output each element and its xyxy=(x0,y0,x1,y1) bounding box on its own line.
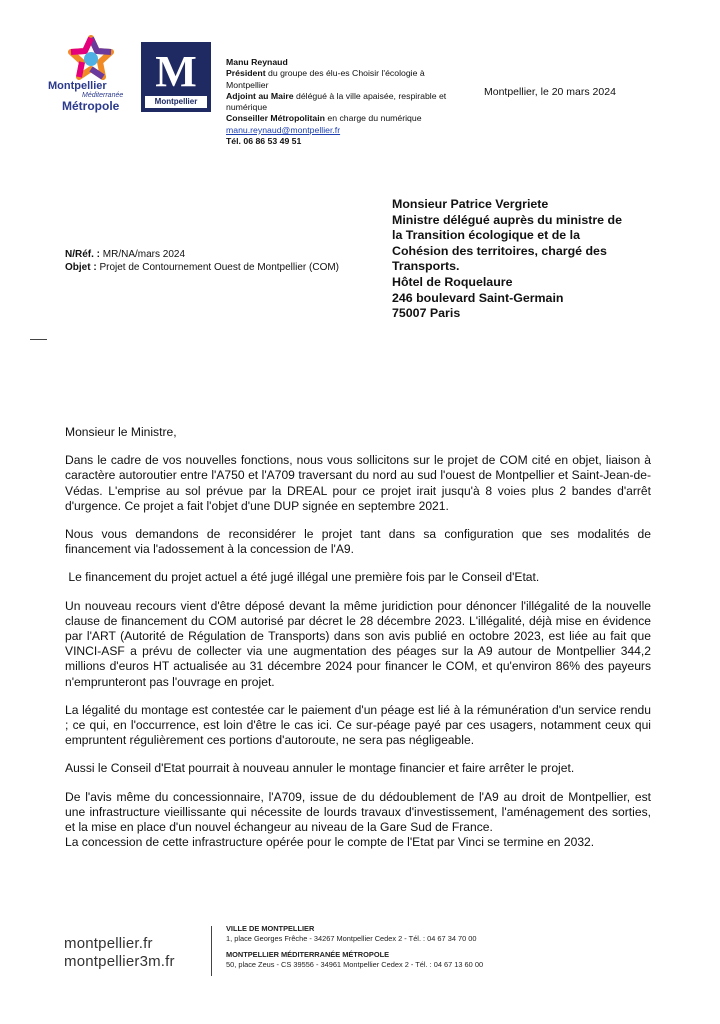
author-role2-desc: délégué à la ville apaisée, respirable et numérique xyxy=(226,90,447,113)
paragraph: La légalité du montage est contestée car le paiement d'un péage est lié à la rémunération d'un service rendu ; ce qui, en l'occurrence, est loin d'être le cas ici. Ce sur-péage payé par ces usagers, notamment ceux qui empruntent régulièrement ces portions d'autoroute, ne sera pas négligeable. xyxy=(65,702,651,748)
footer-site-link[interactable]: montpellier.fr xyxy=(64,935,153,952)
author-role3-desc: en charge du numérique xyxy=(324,113,422,124)
city-logo xyxy=(141,42,211,112)
paragraph: Un nouveau recours vient d'être déposé devant la même juridiction pour dénoncer l'illégalité de la nouvelle clause de financement du COM autorisé par décret le 28 décembre 2023. L'illégalité, déjà mise en évidence par l'ART (Autorité de Régulation de Transports) dans son avis publié en octobre 2023, est liée au fait que VINCI-ASF a prévu de collecter via une augmentation des péages sur la A9 autour de Montpellier 344,2 millions d'euros HT actualisée au 31 décembre 2024 pour financer le COM, et qu'environ 86% des payeurs n'emprunteront pas l'ouvrage en projet. xyxy=(65,598,651,689)
paragraph: Le financement du projet actuel a été jugé illégal une première fois par le Conseil d'Etat. xyxy=(65,570,540,585)
author-role1-desc: du groupe des élu-es Choisir l'écologie à Montpellier xyxy=(226,68,425,90)
metro-logo-line2: Méditerranée xyxy=(82,92,124,99)
recipient-block xyxy=(392,197,692,322)
recipient-line: Transports. xyxy=(392,259,460,274)
author-role1-title: Président xyxy=(226,68,266,79)
author-role2-title: Adjoint au Maire xyxy=(226,90,294,101)
reference-block xyxy=(65,249,365,274)
footer-divider xyxy=(211,926,212,976)
author-name: Manu Reynaud xyxy=(226,57,288,67)
metro-logo-line3: Métropole xyxy=(62,99,120,113)
recipient-line: Cohésion des territoires, chargé des xyxy=(392,243,607,258)
author-role3-title: Conseiller Métropolitain xyxy=(226,113,325,124)
paragraph: De l'avis même du concessionnaire, l'A709, issue de du dédoublement de l'A9 au droit de Montpellier, est une infrastructure vieillissante qui nécessite de lourds travaux d'investissement, l'aménagement des sorties, et la mise en place d'un nouvel échangeur au niveau de la Gare Sud de France. xyxy=(65,789,651,835)
paragraph: Aussi le Conseil d'Etat pourrait à nouveau annuler le montage financier et faire arrêter le projet. xyxy=(65,761,575,776)
recipient-line: Monsieur Patrice Vergriete xyxy=(392,197,549,211)
author-phone: Tél. 06 86 53 49 51 xyxy=(226,136,302,147)
city-logo-letter: M xyxy=(155,47,197,96)
footer-ville-address: 1, place Georges Frêche - 34267 Montpellier Cedex 2 - Tél. : 04 67 34 70 00 xyxy=(226,934,477,944)
paragraph: Nous vous demandons de reconsidérer le projet tant dans sa configuration que ses modalités de financement via l'adossement à la concession de l'A9. xyxy=(65,527,651,557)
footer-addresses xyxy=(226,924,666,970)
object-label: Objet : xyxy=(65,261,97,273)
paragraph: La concession de cette infrastructure opérée pour le compte de l'Etat par Vinci se termine en 2032. xyxy=(65,835,595,850)
recipient-line: Hôtel de Roquelaure xyxy=(392,274,513,289)
recipient-line: Ministre délégué auprès du ministre de xyxy=(392,212,622,227)
letter-body xyxy=(65,425,651,863)
footer-site-link[interactable]: montpellier3m.fr xyxy=(64,953,175,970)
author-block xyxy=(226,57,466,147)
letter-date: Montpellier, le 20 mars 2024 xyxy=(484,86,616,98)
footer-metro-address: 50, place Zeus - CS 39556 - 34961 Montpellier Cedex 2 - Tél. : 04 67 13 60 00 xyxy=(226,959,484,969)
ref-label: N/Réf. : xyxy=(65,249,100,260)
recipient-line: 75007 Paris xyxy=(392,306,461,321)
fold-mark xyxy=(30,339,47,340)
star-logo-icon xyxy=(68,35,114,81)
salutation: Monsieur le Ministre, xyxy=(65,425,177,439)
footer-ville-title: VILLE DE MONTPELLIER xyxy=(226,924,315,933)
ref-value: MR/NA/mars 2024 xyxy=(100,249,186,260)
footer-websites xyxy=(64,935,175,971)
paragraph: Dans le cadre de vos nouvelles fonctions, nous vous sollicitons sur le projet de COM cité en objet, liaison à caractère autoroutier entre l'A750 et l'A709 traversant du nord au sud l'ouest de Montpellier et Saint-Jean-de-Védas. L'emprise au sol prévue par la DREAL pour ce projet irait jusqu'à 8 voies plus 2 bandes d'arrêt d'urgence. Ce projet a fait l'objet d'une DUP signée en septembre 2021. xyxy=(65,453,651,513)
object-value: Projet de Contournement Ouest de Montpellier (COM) xyxy=(96,261,340,273)
footer-metro-title: MONTPELLIER MÉDITERRANÉE MÉTROPOLE xyxy=(226,949,390,959)
author-email-link[interactable]: manu.reynaud@montpellier.fr xyxy=(226,124,341,135)
recipient-line: la Transition écologique et de la xyxy=(392,228,580,243)
city-logo-name: Montpellier xyxy=(154,97,198,106)
metropole-logo xyxy=(48,35,128,117)
recipient-line: 246 boulevard Saint-Germain xyxy=(392,290,564,305)
metro-logo-line1: Montpellier xyxy=(48,80,107,92)
